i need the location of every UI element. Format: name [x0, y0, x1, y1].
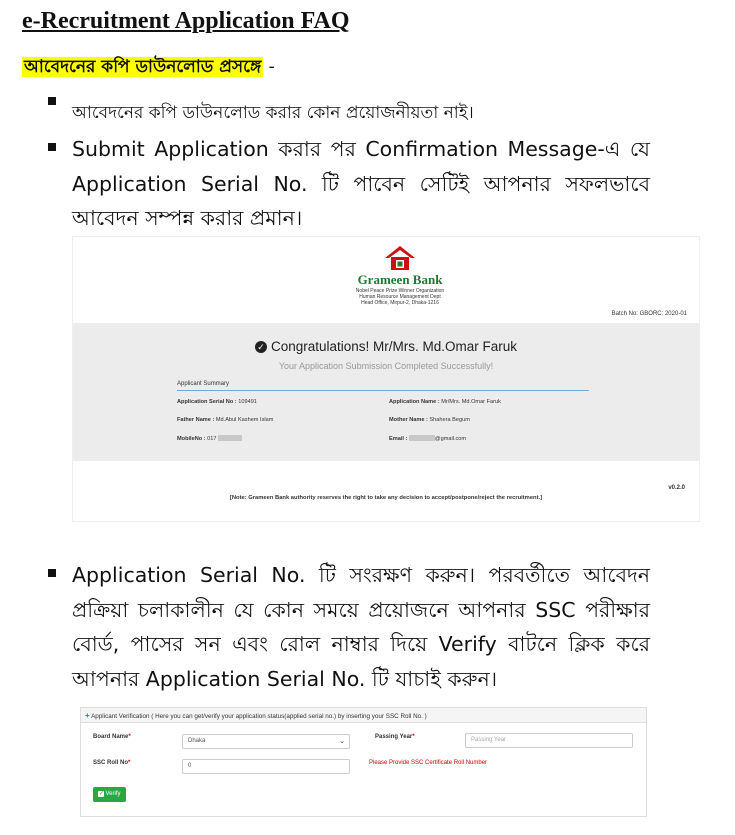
version-label: v0.2.0 [668, 485, 685, 491]
name-field: Application Name : Mr/Mrs. Md.Omar Faruk [389, 399, 501, 405]
congrats-heading [73, 339, 699, 354]
check-icon: ✓ [98, 791, 104, 797]
passing-year-input[interactable]: Passing Year [465, 733, 633, 748]
section-heading-dash: - [263, 57, 275, 77]
chevron-down-icon: ⌄ [339, 738, 345, 745]
year-label: Passing Year* [375, 734, 415, 740]
check-circle-icon: ✓ [255, 341, 267, 353]
father-field: Father Name : Md.Abul Kashem Islam [177, 417, 274, 423]
serial-field: Application Serial No : 109491 [177, 399, 257, 405]
bullet-text-3: Application Serial No. টি সংরক্ষণ করুন। পরবর্তীতে আবেদন প্রক্রিয়া চলাকালীন যে কোন সময়ে প্রয়োজনে আপনার SSC পরীক্ষার বোর্ড, পাসের সন এবং রোল নাম্বার দিয়ে Verify বাটনে ক্লিক করে আপনার Application Serial No. টি যাচাই করুন। [72, 563, 650, 691]
email-field: Email : @gmail.com [389, 436, 467, 442]
grameen-logo [335, 245, 465, 306]
board-label: Board Name* [93, 734, 131, 740]
bullet-marker [48, 142, 56, 153]
summary-divider [177, 390, 589, 391]
ssc-roll-input[interactable]: 0 [182, 759, 350, 774]
logo-line3: Head Office, Mirpur-2, Dhaka-1216 [361, 300, 439, 306]
summary-label: Applicant Summary [177, 381, 230, 387]
bullet-text-1: আবেদনের কপি ডাউনলোড করার কোন প্রয়োজনীয়তা নাই। [72, 103, 474, 123]
section-heading [22, 54, 275, 82]
confirmation-screenshot [72, 236, 700, 522]
section-heading-text: আবেদনের কপি ডাউনলোড প্রসঙ্গে [24, 57, 262, 77]
redacted-block [218, 435, 242, 441]
recruitment-note: [Note: Grameen Bank authority reserves the right to take any decision to accept/postpone/reject the recruitment.] [229, 495, 543, 501]
logo-line1: Nobel Peace Prize Winner Organization [355, 288, 445, 294]
verification-header: + Applicant Verification ( Here you can get/verify your application status(applied serial no.) by inserting your SSC Roll No. ) [81, 708, 646, 723]
verify-button[interactable]: ✓Verify [93, 787, 126, 802]
congrats-subtitle: Your Application Submission Completed Successfully! [278, 361, 494, 371]
bullet-marker [48, 96, 56, 107]
logo-line2: Human Resource Management Dept [359, 294, 441, 300]
bullet-marker [48, 568, 56, 579]
mobile-field: MobileNo : 017 [177, 435, 242, 442]
roll-error-message: Please Provide SSC Certificate Roll Number [369, 760, 488, 766]
logo-bank-name: Grameen Bank [357, 272, 443, 287]
house-logo-icon [383, 245, 417, 271]
board-select[interactable]: Dhaka ⌄ [182, 734, 350, 749]
verification-screenshot [80, 707, 647, 817]
confirmation-panel [73, 323, 699, 461]
roll-label: SSC Roll No* [93, 760, 131, 766]
congrats-text: Congratulations! Mr/Mrs. Md.Omar Faruk [270, 339, 518, 354]
redacted-block [409, 435, 435, 441]
document-title: e-Recruitment Application FAQ [22, 8, 350, 34]
plus-icon: + [85, 711, 90, 720]
mother-field: Mother Name : Shahera Begum [389, 417, 470, 423]
batch-number: Batch No: GBORC: 2020-01 [611, 311, 687, 317]
bullet-text-2: Submit Application করার পর Confirmation Message-এ যে Application Serial No. টি পাবেন সেটিই আপনার সফলভাবে আবেদন সম্পন্ন করার প্রমান। [72, 137, 650, 230]
